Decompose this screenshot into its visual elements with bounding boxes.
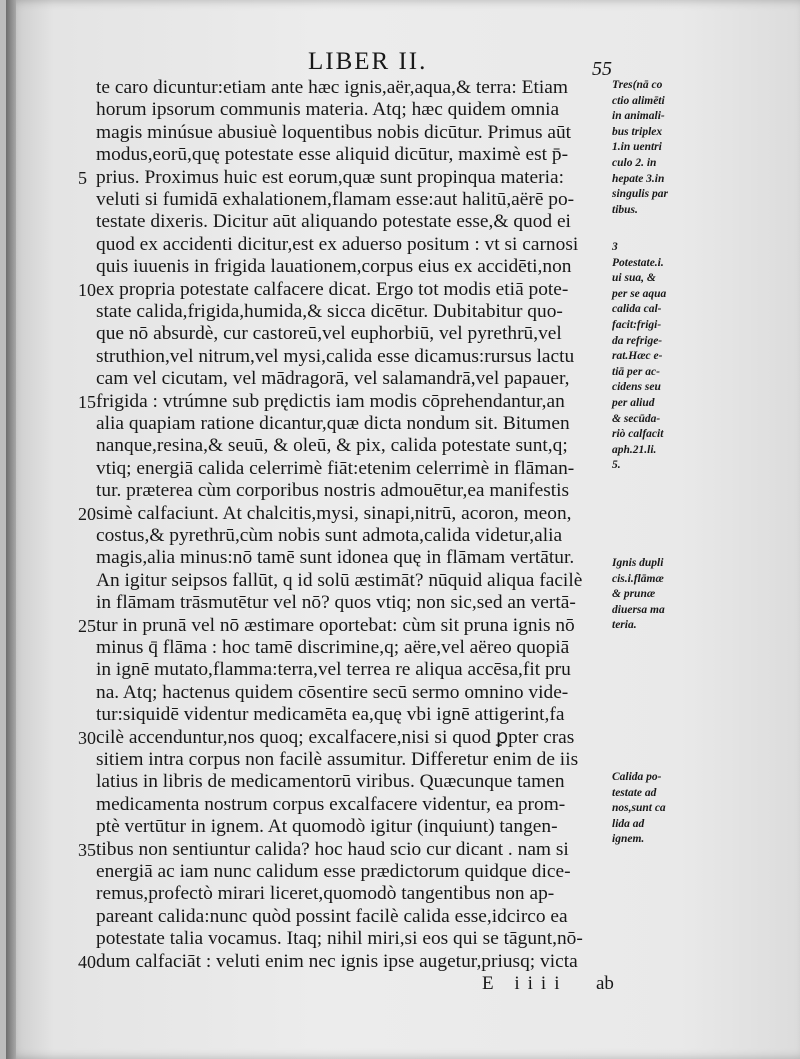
marginal-note-line: da refrige-: [612, 334, 663, 347]
marginal-note-line: facit:frigi-: [612, 319, 662, 331]
marginal-note-line: 5.: [612, 459, 621, 472]
marginal-note-line: diuersa ma: [612, 603, 665, 616]
marginal-note-line: culo 2. in: [612, 157, 657, 169]
text-line: potestate talia vocamus. Itaq; nihil miri,si eos qui se tāgunt,nō-: [96, 928, 583, 950]
text-line: tur. præterea cùm corporibus nostris admouētur,ea manifestis: [96, 480, 570, 502]
text-line: energiā ac iam nunc calidum esse prædictorum quidque dice-: [96, 861, 571, 882]
marginal-note-line: testate ad: [612, 786, 657, 799]
marginal-note-line: teria.: [612, 619, 637, 632]
text-line: tur:siquidē videntur medicamēta ea,quę vbi ignē attigerint,fa: [96, 704, 565, 726]
text-line: pareant calida:nunc quòd possint facilè calida esse,idcirco ea: [96, 905, 568, 927]
marginal-note-line: aph.21.li.: [612, 443, 657, 456]
text-line: quis iuuenis in frigida lauationem,corpus eius ex accidēti,non: [96, 256, 572, 278]
text-line: te caro dicuntur:etiam ante hæc ignis,aër,aqua,& terra: Etiam: [96, 77, 568, 98]
text-line: testate dixeris. Dicitur aūt aliquando potestate esse,& quod ei: [96, 211, 571, 233]
marginal-note-line: riò calfacit: [612, 428, 664, 441]
text-line: magis,alia minus:nō tamē sunt idonea quę in flāmam vertātur.: [96, 547, 575, 569]
text-line: remus,profectò mirari liceret,quomodò tangentibus non ap-: [96, 883, 555, 905]
marginal-note-line: ignem.: [612, 833, 645, 846]
text-line: prius. Proximus huic est eorum,quæ sunt propinqua materia:: [96, 166, 565, 188]
line-number: 25: [78, 615, 96, 636]
marginal-note-line: in animali-: [612, 110, 665, 123]
text-line: An igitur seipsos fallūt, q id solū æstimāt? nūquid aliqua facilè: [96, 569, 583, 591]
page-number: 55: [592, 58, 612, 80]
running-head: LIBER II.: [308, 48, 428, 75]
text-line: nanque,resina,& seuū, & oleū, & pix, calida potestate sunt,q;: [96, 435, 568, 457]
marginal-note-line: rat.Hæc e-: [612, 350, 663, 363]
marginal-note-line: cidens seu: [612, 381, 661, 394]
text-line: que nō absurdè, cur castoreū,vel euphorbiū, vel pyrethrū,vel: [96, 323, 562, 345]
text-line: struthion,vel nitrum,vel mysi,calida esse dicamus:rursus lactu: [96, 345, 575, 367]
text-line: frigida : vtrúmne sub prędictis iam modis cōprehendantur,an: [96, 390, 565, 412]
text-line: tibus non sentiuntur calida? hoc haud scio cur dicant . nam si: [96, 838, 569, 860]
marginal-note-line: lida ad: [612, 817, 645, 830]
marginal-note-line: & prunæ: [612, 588, 656, 601]
text-line: modus,eorū,quę potestate esse aliquid dicūtur, maximè est p̄-: [96, 144, 569, 166]
text-line: tur in prunā vel nō æstimare oportebat: cùm sit pruna ignis nō: [96, 614, 575, 636]
text-line: costus,& pyrethrū,cùm nobis sunt admota,calida videtur,alia: [96, 525, 563, 546]
line-number: 15: [78, 391, 96, 412]
marginal-note-line: tibus.: [612, 203, 638, 216]
text-line: in ignē mutato,flamma:terra,vel terrea re aliqua accēsa,fit pru: [96, 659, 571, 681]
catchword: ab: [596, 973, 614, 994]
marginal-note-line: Ignis dupli: [612, 557, 664, 569]
marginal-note-line: & secūda-: [612, 412, 661, 425]
text-line: alia quapiam ratione dicantur,quæ dicta nondum sit. Bitumen: [96, 413, 570, 434]
text-line: simè calfaciunt. At chalcitis,mysi, sinapi,nitrū, acoron, meon,: [96, 502, 572, 524]
marginal-note-line: per se aqua: [612, 287, 667, 300]
marginal-note-line: Potestate.i.: [612, 256, 664, 269]
text-line: state calida,frigida,humida,& sicca dicētur. Dubitabitur quo-: [96, 301, 563, 322]
text-line: in flāmam trāsmutētur vel nō? quos vtiq; non sic,sed an vertā-: [96, 592, 576, 614]
marginal-note-line: calida cal-: [612, 303, 662, 316]
text-line: dum calfaciāt : veluti enim nec ignis ipse augetur,priusq; victa: [96, 950, 578, 972]
marginal-note-line: cis.i.flāmæ: [612, 572, 664, 585]
book-page: [6, 0, 800, 1059]
text-line: ex propria potestate calfacere dicat. Ergo tot modis etiā pote-: [96, 278, 569, 300]
marginal-note-line: 1.in uentri: [612, 141, 662, 154]
text-line: veluti si fumidā exhalationem,flamam esse:aut halitū,aërē po-: [96, 189, 575, 210]
marginal-note-line: hepate 3.in: [612, 172, 665, 185]
marginal-note-line: nos,sunt ca: [612, 802, 666, 815]
text-line: latius in libris de medicamentorū viribus. Quæcunque tamen: [96, 771, 565, 793]
text-line: quod ex accidenti dicitur,est ex aduerso positum : vt si carnosi: [96, 233, 579, 255]
page-gutter-shadow: [6, 0, 16, 1059]
line-number: 10: [78, 279, 96, 300]
signature-mark: E iiii: [482, 973, 568, 994]
marginal-note-line: ui sua, &: [612, 272, 656, 285]
line-number: 20: [78, 503, 96, 524]
marginal-note-line: singulis par: [612, 188, 668, 201]
line-number: 35: [78, 839, 96, 860]
marginal-note-line: Calida po-: [612, 771, 662, 783]
text-line: na. Atq; hactenus quidem cōsentire secū sermo omnino vide-: [96, 681, 569, 703]
text-line: vtiq; energiā calida celerrimè fiāt:etenim celerrimè in flāman-: [96, 457, 575, 479]
text-line: ptè vertūtur in ignem. At quomodò igitur (inquiunt) tangen-: [96, 816, 558, 838]
marginal-note-line: per aliud: [612, 397, 655, 409]
marginal-note-line: Tres(nā co: [612, 79, 663, 91]
text-line: cilè accenduntur,nos quoq; excalfacere,nisi si quod ꝑpter cras: [96, 726, 575, 748]
line-number: 5: [78, 167, 87, 188]
text-line: cam vel cicutam, vel mādragorā, vel salamandrā,vel papauer,: [96, 368, 570, 390]
text-line: horum ipsorum communis materia. Atq; hæc quidem omnia: [96, 99, 560, 121]
marginal-note-line: tiā per ac-: [612, 365, 660, 378]
text-line: sitiem intra corpus non facilè assumitur. Differetur enim de iis: [96, 749, 579, 770]
line-number: 30: [78, 727, 96, 748]
marginal-note-line: 3: [612, 241, 618, 253]
marginal-note-line: bus triplex: [612, 125, 663, 138]
text-line: magis minúsue abusiuè loquentibus nobis dicūtur. Primus aūt: [96, 121, 572, 143]
text-line: minus q̄ flāma : hoc tamē discrimine,q; aëre,vel aëreo quopiā: [96, 637, 570, 658]
line-number: 40: [78, 951, 96, 972]
text-line: medicamenta nostrum corpus excalfacere videntur, ea prom-: [96, 793, 566, 815]
marginal-note-line: ctio alimēti: [612, 94, 665, 107]
